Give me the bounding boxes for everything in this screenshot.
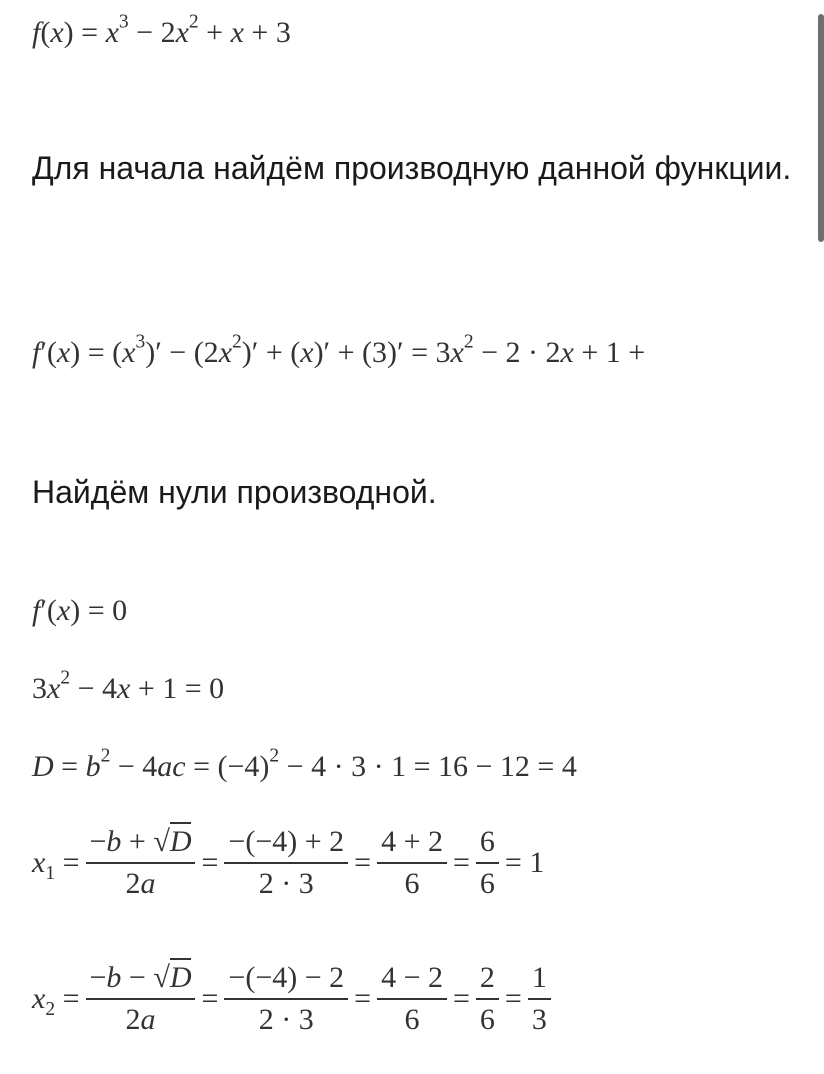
x1-fraction-formula <box>86 822 196 904</box>
quadratic-equation: $3x^2 - 4x + 1 = 0$ <box>32 667 225 705</box>
x2-fraction-formula <box>86 958 196 1040</box>
zeros-text: Найдём нули производной. <box>32 474 437 510</box>
x2-fraction-substituted: $\frac{-(-4) - 2}{2 \cdot 3}$ <box>224 958 348 1040</box>
x1-f1-num: −b + √D <box>86 822 196 862</box>
x2-fraction-reduced: $\frac{2}{6}$ <box>476 958 499 1040</box>
x2-lhs: $x_2$ = <box>32 982 80 1020</box>
discriminant-equation: $D = b^2 - 4ac = (-4)^2 - 4 \cdot 3 \cdot 1 = 16 - 12 = 4$ <box>32 745 577 783</box>
x2-f1-den: 2a <box>125 1003 156 1036</box>
root-x2: $x_2$ = $\frac{-b - √D}{2a}$ = $\frac{-(-4) - 2}{2 \cdot 3}$ = $\frac{4 - 2}{6}$ = $\frac{2}{6}$ = $\frac{1}{3}$ <box>32 958 557 1040</box>
x2-fraction-simplified: $\frac{4 - 2}{6}$ <box>377 958 447 1040</box>
derivative-zero-equation: f′(x) = 0 <box>32 594 128 627</box>
x1-fraction-final: $\frac{6}{6}$ <box>476 822 499 904</box>
x1-fraction-substituted: $\frac{-(-4) + 2}{2 \cdot 3}$ <box>224 822 348 904</box>
derivative-equation: $f'(x) = (x^3)' - (2x^2)' + (x)' + (3)' = 3x^2 - 2 \cdot 2x + 1$ + <box>32 331 646 369</box>
function-definition: $f(x) = x^3 - 2x^2 + x + 3$ <box>32 11 291 49</box>
x1-lhs: $x_1$ = <box>32 846 80 884</box>
intro-text: Для начала найдём производную данной функции. <box>32 150 792 186</box>
scrollbar[interactable] <box>818 14 824 242</box>
x2-fraction-final: $\frac{1}{3}$ <box>528 958 551 1040</box>
x1-f1-den: 2a <box>125 867 156 900</box>
root-x1: $x_1$ = $\frac{-b + √D}{2a}$ = $\frac{-(-4) + 2}{2 \cdot 3}$ = $\frac{4 + 2}{6}$ = $\frac{6}{6}$ = 1 <box>32 822 544 904</box>
x1-fraction-simplified: $\frac{4 + 2}{6}$ <box>377 822 447 904</box>
x2-f1-num: −b − √D <box>86 958 196 998</box>
x1-result: 1 <box>529 846 545 879</box>
